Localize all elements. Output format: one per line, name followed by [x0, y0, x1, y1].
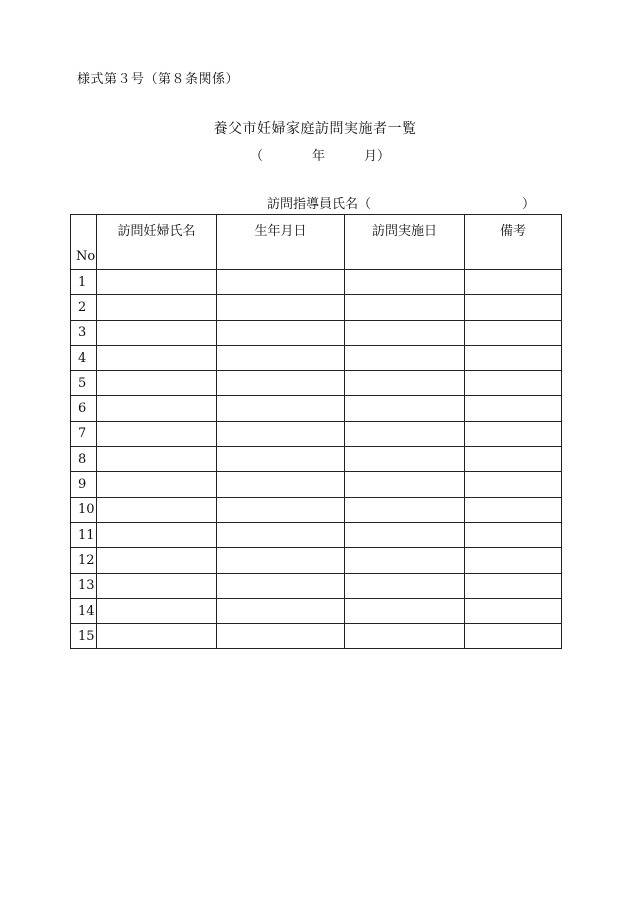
visit-date-cell [345, 447, 465, 472]
remarks-cell [465, 573, 562, 598]
row-number: 2 [71, 295, 97, 320]
row-number: 4 [71, 345, 97, 370]
remarks-cell [465, 320, 562, 345]
birthdate-cell [217, 497, 345, 522]
period-year-label: 年 [312, 149, 326, 164]
row-number: 11 [71, 522, 97, 547]
row-number: 12 [71, 548, 97, 573]
table-row [71, 295, 562, 320]
visit-date-cell [345, 573, 465, 598]
remarks-cell [465, 270, 562, 295]
remarks-cell [465, 345, 562, 370]
birthdate-cell [217, 396, 345, 421]
birthdate-cell [217, 295, 345, 320]
staff-name-label: 訪問指導員氏名（ [267, 197, 372, 212]
table-row [71, 447, 562, 472]
name-cell [97, 421, 217, 446]
remarks-cell [465, 522, 562, 547]
table-row [71, 548, 562, 573]
birthdate-cell [217, 522, 345, 547]
row-number: 1 [71, 270, 97, 295]
table-row [71, 598, 562, 623]
name-cell [97, 447, 217, 472]
row-number: 15 [71, 624, 97, 649]
birthdate-cell [217, 421, 345, 446]
name-cell [97, 497, 217, 522]
remarks-cell [465, 421, 562, 446]
row-number: 9 [71, 472, 97, 497]
table-row [71, 345, 562, 370]
visit-date-cell [345, 345, 465, 370]
birthdate-cell [217, 371, 345, 396]
table-row [71, 624, 562, 649]
remarks-cell [465, 295, 562, 320]
visit-date-cell [345, 548, 465, 573]
table-body [71, 270, 562, 649]
row-number: 8 [71, 447, 97, 472]
visit-date-cell [345, 295, 465, 320]
birthdate-cell [217, 598, 345, 623]
row-number: 10 [71, 497, 97, 522]
row-number: 3 [71, 320, 97, 345]
period-month-label: 月） [364, 149, 391, 164]
row-number: 13 [71, 573, 97, 598]
period-open-paren: （ [250, 149, 264, 164]
table-row [71, 396, 562, 421]
name-cell [97, 573, 217, 598]
birthdate-cell [217, 270, 345, 295]
row-number: 7 [71, 421, 97, 446]
birthdate-cell [217, 447, 345, 472]
remarks-cell [465, 371, 562, 396]
table-row [71, 522, 562, 547]
remarks-cell [465, 624, 562, 649]
document-title: 養父市妊婦家庭訪問実施者一覧 [213, 121, 417, 137]
name-cell [97, 472, 217, 497]
table-row [71, 320, 562, 345]
header-name: 訪問妊婦氏名 [97, 215, 217, 270]
name-cell [97, 548, 217, 573]
visit-date-cell [345, 624, 465, 649]
table-row [71, 421, 562, 446]
row-number: 6 [71, 396, 97, 421]
remarks-cell [465, 497, 562, 522]
header-no: No [71, 215, 97, 270]
name-cell [97, 624, 217, 649]
name-cell [97, 522, 217, 547]
remarks-cell [465, 598, 562, 623]
table-row [71, 472, 562, 497]
remarks-cell [465, 396, 562, 421]
visit-date-cell [345, 497, 465, 522]
birthdate-cell [217, 624, 345, 649]
visit-date-cell [345, 472, 465, 497]
birthdate-cell [217, 548, 345, 573]
name-cell [97, 396, 217, 421]
name-cell [97, 320, 217, 345]
table-row [71, 270, 562, 295]
remarks-cell [465, 472, 562, 497]
visit-date-cell [345, 396, 465, 421]
table-row [71, 573, 562, 598]
visit-date-cell [345, 598, 465, 623]
table-header-row [71, 215, 562, 270]
visit-date-cell [345, 270, 465, 295]
name-cell [97, 598, 217, 623]
visit-date-cell [345, 421, 465, 446]
visit-date-cell [345, 371, 465, 396]
name-cell [97, 270, 217, 295]
remarks-cell [465, 548, 562, 573]
remarks-cell [465, 447, 562, 472]
staff-name-close-paren: ） [522, 197, 536, 212]
visit-table [70, 214, 562, 649]
form-number: 様式第３号（第８条関係） [77, 72, 240, 87]
visit-date-cell [345, 320, 465, 345]
row-number: 5 [71, 371, 97, 396]
birthdate-cell [217, 345, 345, 370]
name-cell [97, 295, 217, 320]
birthdate-cell [217, 472, 345, 497]
header-birthdate: 生年月日 [217, 215, 345, 270]
table-row [71, 371, 562, 396]
header-visit-date: 訪問実施日 [345, 215, 465, 270]
row-number: 14 [71, 598, 97, 623]
table-row [71, 497, 562, 522]
name-cell [97, 345, 217, 370]
visit-date-cell [345, 522, 465, 547]
birthdate-cell [217, 320, 345, 345]
birthdate-cell [217, 573, 345, 598]
header-remarks: 備考 [465, 215, 562, 270]
name-cell [97, 371, 217, 396]
